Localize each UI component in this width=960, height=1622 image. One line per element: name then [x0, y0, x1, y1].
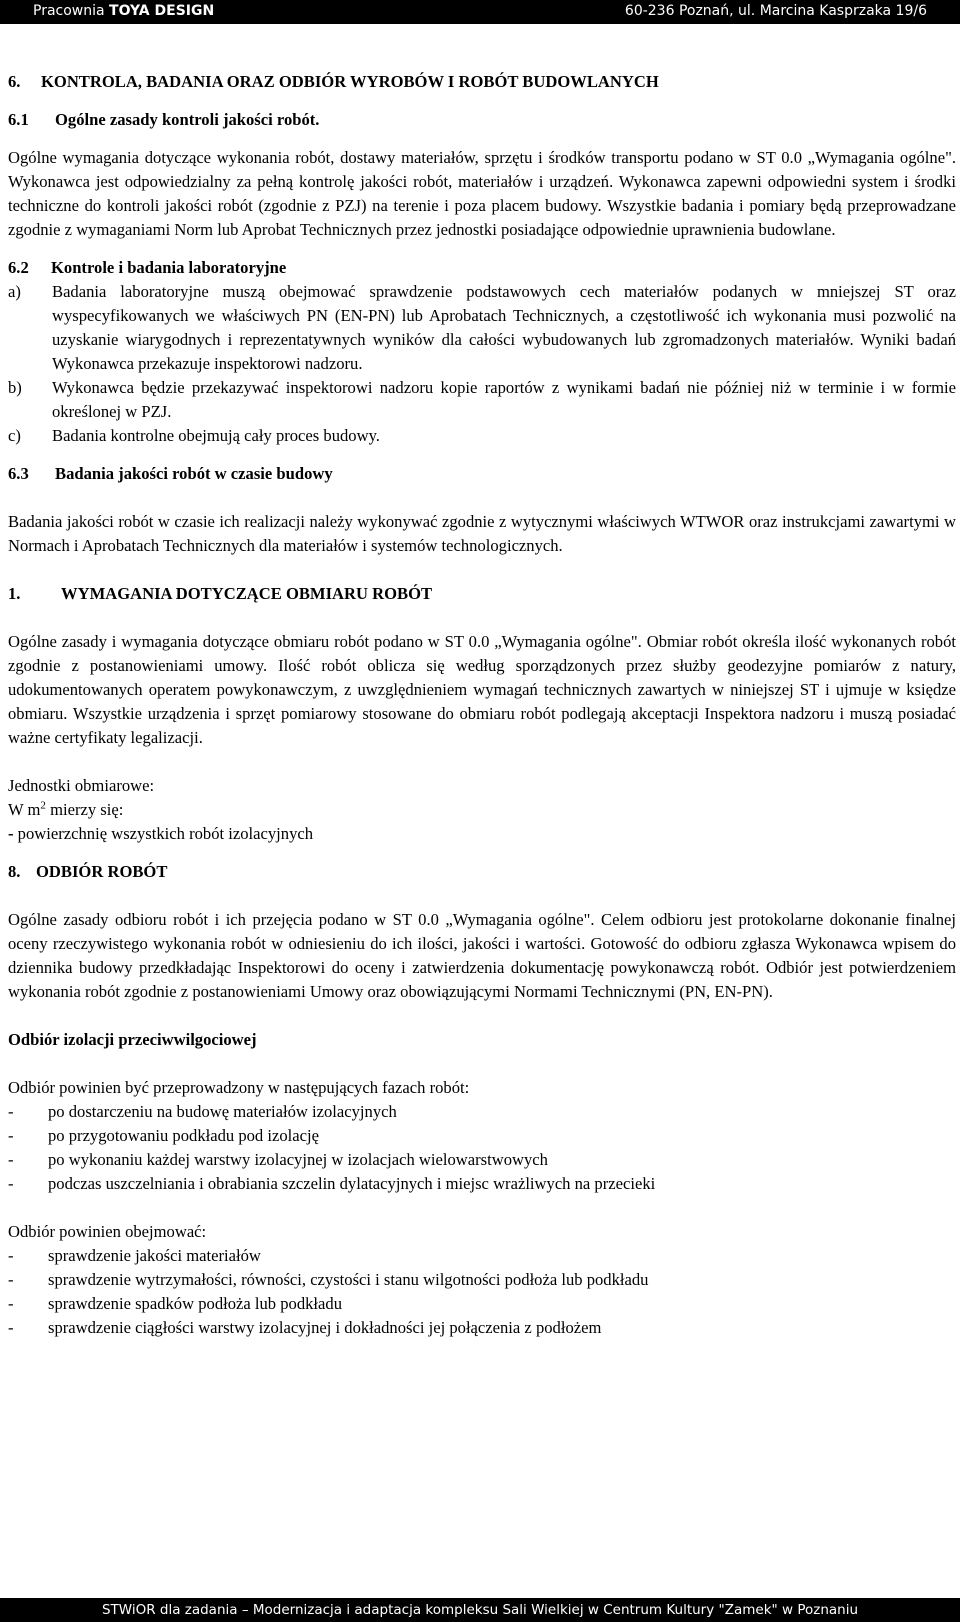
list-item: c) Badania kontrolne obejmują cały proces budowy. — [8, 426, 380, 445]
section-6-heading: 6. KONTROLA, BADANIA ORAZ ODBIÓR WYROBÓW I ROBÓT BUDOWLANYCH — [8, 72, 659, 91]
company-name: Pracownia TOYA DESIGN — [33, 3, 215, 19]
list-item: - sprawdzenie ciągłości warstwy izolacyjnej i dokładności jej połączenia z podłożem — [8, 1318, 602, 1337]
list-item: - sprawdzenie wytrzymałości, równości, czystości i stanu wilgotności podłoża lub podkładu — [8, 1270, 649, 1289]
list-item: - po przygotowaniu podkładu pod izolację — [8, 1126, 319, 1145]
list-item: - po dostarczeniu na budowę materiałów izolacyjnych — [8, 1102, 397, 1121]
list-item: a) Badania laboratoryjne muszą obejmować sprawdzenie podstawowych cech materiałów podanych w mniejszej ST oraz wyspecyfikowanych we właściwych PN (EN-PN) lub Aprobatach Technicznych, a częstotliwość ich wykonania musi pozwolić na uzyskanie wiarygodnych i reprezentatywnych wyników dla całości wybudowanych lub zgromadzonych materiałów. Wyniki badań Wykonawca przekazuje inspektorowi nadzoru. — [8, 282, 956, 373]
list-item: - sprawdzenie spadków podłoża lub podkładu — [8, 1294, 343, 1313]
company-address: 60-236 Poznań, ul. Marcina Kasprzaka 19/6 — [624, 3, 927, 19]
section-8-subtitle: Odbiór izolacji przeciwwilgociowej — [8, 1030, 257, 1049]
section-8-heading: 8. ODBIÓR ROBÓT — [8, 862, 168, 881]
section-1-text: Ogólne zasady i wymagania dotyczące obmiaru robót podano w ST 0.0 „Wymagania ogólne". Obmiar robót określa ilość wykonanych robót zgodnie z postanowieniami umowy. Ilość robót oblicza się według sporządzonych przez służby geodezyjne pomiarów z natury, udokumentowanych operatem powykonawczym, z uwzględnieniem wymagań technicznych zawartych w niniejszej ST i ujmuje w księdze obmiaru. Wszystkie urządzenia i sprzęt pomiarowy stosowane do obmiaru robót podlegają akceptacji Inspektora nadzoru i muszą posiadać ważne certyfikaty legalizacji. — [8, 632, 956, 747]
unit-item: - powierzchnię wszystkich robót izolacyjnych — [8, 824, 314, 843]
list-item: b) Wykonawca będzie przekazywać inspektorowi nadzoru kopie raportów z wynikami badań nie później niż w terminie i w formie określonej w PZJ. — [8, 378, 956, 421]
section-8-text: Ogólne zasady odbioru robót i ich przejęcia podano w ST 0.0 „Wymagania ogólne". Celem odbioru jest protokolarne dokonanie finalnej oceny rzeczywistego wykonania robót w odniesieniu do ich ilości, jakości i wartości. Gotowość do odbioru zgłasza Wykonawca wpisem do dziennika budowy przedkładając Inspektorowi do oceny i zatwierdzenia dokumentację powykonawczą robót. Odbiór jest potwierdzeniem wykonania robót zgodnie z postanowieniami Umowy oraz obowiązującymi Normami Technicznymi (PN, EN-PN). — [8, 910, 956, 1001]
list-item: - podczas uszczelniania i obrabiania szczelin dylatacyjnych i miejsc wrażliwych na przecieki — [8, 1174, 656, 1193]
section-1-heading: 1. WYMAGANIA DOTYCZĄCE OBMIARU ROBÓT — [8, 584, 433, 603]
document-body — [8, 70, 956, 1340]
section-6-2-heading: 6.2 Kontrole i badania laboratoryjne — [8, 258, 287, 277]
section-6-1-heading: 6.1 Ogólne zasady kontroli jakości robót. — [8, 110, 320, 129]
phases-intro: Odbiór powinien być przeprowadzony w następujących fazach robót: — [8, 1078, 470, 1097]
unit-line: W $m^2$ mierzy się: — [8, 799, 124, 819]
section-6-3-heading: 6.3 Badania jakości robót w czasie budowy — [8, 464, 333, 483]
section-6-1-text: Ogólne wymagania dotyczące wykonania robót, dostawy materiałów, sprzętu i środków transportu podano w ST 0.0 „Wymagania ogólne". Wykonawca jest odpowiedzialny za pełną kontrolę jakości robót, materiałów i urządzeń. Wykonawca zapewni odpowiedni system i środki techniczne do kontroli jakości robót (zgodnie z PZJ) na terenie i poza placem budowy. Wszystkie badania i pomiary będą przeprowadzane zgodnie z wymaganiami Norm lub Aprobat Technicznych przez jednostki posiadające odpowiednie uprawnienia budowlane. — [8, 148, 956, 239]
list-item: - sprawdzenie jakości materiałów — [8, 1246, 261, 1265]
units-label: Jednostki obmiarowe: — [8, 776, 155, 795]
scope-intro: Odbiór powinien obejmować: — [8, 1222, 207, 1241]
page-footer: STWiOR dla zadania – Modernizacja i adaptacja kompleksu Sali Wielkiej w Centrum Kultury "Zamek" w Poznaniu — [0, 1598, 960, 1622]
page-header — [0, 0, 960, 24]
list-item: - po wykonaniu każdej warstwy izolacyjnej w izolacjach wielowarstwowych — [8, 1150, 548, 1169]
section-6-3-text: Badania jakości robót w czasie ich realizacji należy wykonywać zgodnie z wytycznymi właściwych WTWOR oraz instrukcjami zawartymi w Normach i Aprobatach Technicznych dla materiałów i systemów technologicznych. — [8, 512, 956, 555]
